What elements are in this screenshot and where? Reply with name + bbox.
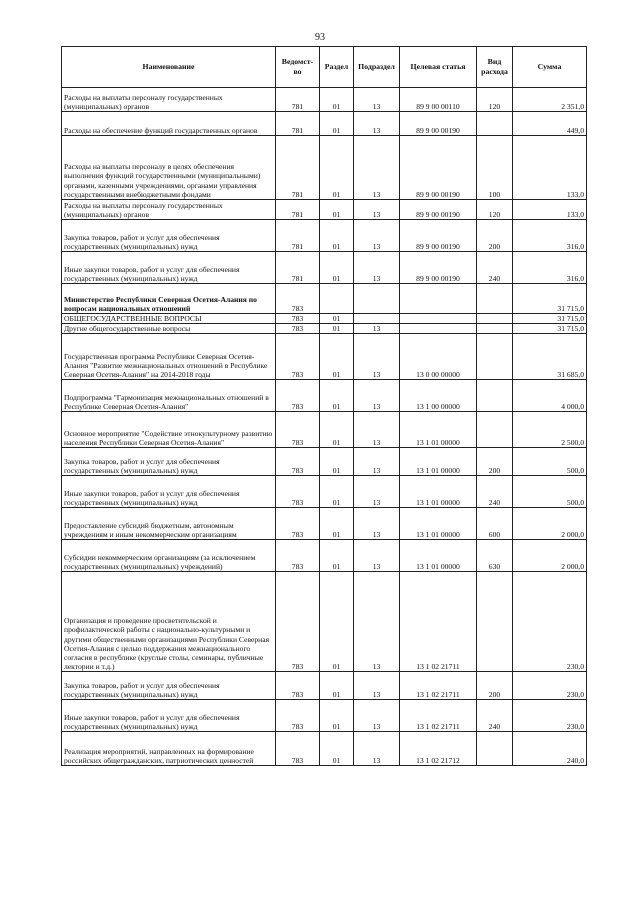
table-cell-vid: 240 xyxy=(477,476,513,508)
table-cell-sum: 316,0 xyxy=(513,252,587,284)
table-cell-vid: 630 xyxy=(477,540,513,572)
table-cell-vid: 100 xyxy=(477,136,513,200)
table-cell-podrazdel: 13 xyxy=(354,508,400,540)
table-cell-vedomstvo: 783 xyxy=(276,476,320,508)
table-cell-vedomstvo: 783 xyxy=(276,314,320,324)
table-cell-vid: 200 xyxy=(477,672,513,700)
table-cell-vid xyxy=(477,284,513,314)
table-cell-vedomstvo: 781 xyxy=(276,220,320,252)
table-cell-vedomstvo: 781 xyxy=(276,200,320,220)
table-cell-razdel: 01 xyxy=(320,112,354,136)
table-cell-vedomstvo: 781 xyxy=(276,252,320,284)
table-cell-name: Министерство Республики Северная Осетия-Алания по вопросам национальных отношений xyxy=(62,284,276,314)
table-cell-vid xyxy=(477,112,513,136)
table-cell-vedomstvo: 781 xyxy=(276,88,320,112)
table-cell-razdel: 01 xyxy=(320,508,354,540)
table-cell-name: Субсидии некоммерческим организациям (за исключением государственных (муниципальных) учреждений) xyxy=(62,540,276,572)
table-cell-podrazdel: 13 xyxy=(354,220,400,252)
table-row xyxy=(62,252,587,284)
table-cell-name: ОБЩЕГОСУДАРСТВЕННЫЕ ВОПРОСЫ xyxy=(62,314,276,324)
table-cell-razdel: 01 xyxy=(320,200,354,220)
table-cell-target xyxy=(400,324,477,334)
table-cell-sum: 230,0 xyxy=(513,700,587,732)
table-row xyxy=(62,448,587,476)
table-cell-vedomstvo: 783 xyxy=(276,324,320,334)
table-cell-sum: 31 715,0 xyxy=(513,324,587,334)
table-cell-target: 89 9 00 00190 xyxy=(400,220,477,252)
table-cell-sum: 2 000,0 xyxy=(513,540,587,572)
table-row xyxy=(62,572,587,672)
table-cell-vedomstvo: 783 xyxy=(276,540,320,572)
table-cell-vid: 240 xyxy=(477,700,513,732)
table-cell-name: Организация и проведение просветительской и профилактической работы с национально-культурными и другими общественными организациями Республики Северная Осетия-Алания с целью поддержания межнационального согласия в республике (круглые столы, семинары, публичные лектории и т.д.) xyxy=(62,572,276,672)
table-cell-razdel: 01 xyxy=(320,324,354,334)
table-cell-sum: 4 000,0 xyxy=(513,380,587,412)
table-cell-vedomstvo: 783 xyxy=(276,508,320,540)
table-cell-sum: 230,0 xyxy=(513,672,587,700)
table-cell-podrazdel: 13 xyxy=(354,252,400,284)
table-cell-razdel: 01 xyxy=(320,334,354,380)
table-cell-target: 13 1 01 00000 xyxy=(400,412,477,448)
table-cell-target: 89 9 00 00190 xyxy=(400,136,477,200)
table-cell-vedomstvo: 783 xyxy=(276,334,320,380)
table-cell-name: Иные закупки товаров, работ и услуг для обеспечения государственных (муниципальных) нужд xyxy=(62,476,276,508)
table-cell-target: 13 1 01 00000 xyxy=(400,476,477,508)
table-row xyxy=(62,200,587,220)
table-cell-podrazdel: 13 xyxy=(354,112,400,136)
table-cell-name: Закупка товаров, работ и услуг для обеспечения государственных (муниципальных) нужд xyxy=(62,672,276,700)
table-cell-razdel: 01 xyxy=(320,476,354,508)
table-cell-sum: 31 685,0 xyxy=(513,334,587,380)
table-cell-sum: 133,0 xyxy=(513,136,587,200)
table-cell-vedomstvo: 781 xyxy=(276,136,320,200)
table-cell-podrazdel: 13 xyxy=(354,380,400,412)
table-cell-podrazdel xyxy=(354,284,400,314)
table-cell-podrazdel: 13 xyxy=(354,412,400,448)
table-cell-podrazdel: 13 xyxy=(354,136,400,200)
table-cell-podrazdel: 13 xyxy=(354,324,400,334)
table-cell-target: 89 9 00 00190 xyxy=(400,252,477,284)
table-cell-target xyxy=(400,314,477,324)
table-cell-vedomstvo: 783 xyxy=(276,572,320,672)
col-header-razdel: Раздел xyxy=(320,47,354,88)
table-cell-target: 13 1 02 21711 xyxy=(400,672,477,700)
table-cell-vedomstvo: 783 xyxy=(276,412,320,448)
table-cell-vedomstvo: 781 xyxy=(276,112,320,136)
table-cell-name: Расходы на обеспечение функций государственных органов xyxy=(62,112,276,136)
table-cell-name: Основное мероприятие "Содействие этнокультурному развитию населения Республики Северная Осетия-Алания" xyxy=(62,412,276,448)
table-cell-razdel: 01 xyxy=(320,252,354,284)
table-cell-razdel: 01 xyxy=(320,88,354,112)
table-cell-podrazdel: 13 xyxy=(354,448,400,476)
table-cell-target: 13 1 01 00000 xyxy=(400,540,477,572)
col-header-name: Наименование xyxy=(62,47,276,88)
table-body xyxy=(62,88,587,766)
table-cell-vid: 200 xyxy=(477,448,513,476)
table-cell-sum: 31 715,0 xyxy=(513,284,587,314)
table-cell-name: Другие общегосударственные вопросы xyxy=(62,324,276,334)
table-cell-vid: 200 xyxy=(477,220,513,252)
table-cell-podrazdel: 13 xyxy=(354,476,400,508)
table-cell-sum: 2 351,0 xyxy=(513,88,587,112)
table-cell-target: 89 9 00 00110 xyxy=(400,88,477,112)
table-cell-vid: 240 xyxy=(477,252,513,284)
table-cell-razdel: 01 xyxy=(320,412,354,448)
table-cell-name: Предоставление субсидий бюджетным, автономным учреждениям и иным некоммерческим организациям xyxy=(62,508,276,540)
table-cell-name: Закупка товаров, работ и услуг для обеспечения государственных (муниципальных) нужд xyxy=(62,448,276,476)
table-row xyxy=(62,88,587,112)
table-cell-sum: 31 715,0 xyxy=(513,314,587,324)
table-cell-razdel xyxy=(320,284,354,314)
table-cell-vedomstvo: 783 xyxy=(276,732,320,766)
table-cell-name: Иные закупки товаров, работ и услуг для обеспечения государственных (муниципальных) нужд xyxy=(62,252,276,284)
table-cell-sum: 2 000,0 xyxy=(513,508,587,540)
table-cell-sum: 500,0 xyxy=(513,476,587,508)
table-cell-sum: 449,0 xyxy=(513,112,587,136)
table-cell-name: Реализация мероприятий, направленных на формирование российских общегражданских, патриотических ценностей xyxy=(62,732,276,766)
table-cell-target: 13 1 01 00000 xyxy=(400,448,477,476)
table-row xyxy=(62,112,587,136)
table-row xyxy=(62,136,587,200)
col-header-podrazdel: Подраздел xyxy=(354,47,400,88)
table-cell-podrazdel: 13 xyxy=(354,88,400,112)
table-cell-vid xyxy=(477,334,513,380)
budget-table xyxy=(61,46,587,766)
table-cell-podrazdel: 13 xyxy=(354,540,400,572)
table-cell-razdel: 01 xyxy=(320,672,354,700)
table-cell-target xyxy=(400,284,477,314)
table-cell-target: 13 0 00 00000 xyxy=(400,334,477,380)
table-cell-razdel: 01 xyxy=(320,220,354,252)
table-row xyxy=(62,700,587,732)
table-row xyxy=(62,334,587,380)
table-cell-name: Подпрограмма "Гармонизация межнациональных отношений в Республике Северная Осетия-Алания" xyxy=(62,380,276,412)
table-cell-target: 13 1 00 00000 xyxy=(400,380,477,412)
table-cell-razdel: 01 xyxy=(320,540,354,572)
table-cell-podrazdel: 13 xyxy=(354,732,400,766)
table-cell-name: Иные закупки товаров, работ и услуг для обеспечения государственных (муниципальных) нужд xyxy=(62,700,276,732)
table-row xyxy=(62,284,587,314)
table-cell-razdel: 01 xyxy=(320,572,354,672)
table-cell-vid xyxy=(477,380,513,412)
table-cell-podrazdel: 13 xyxy=(354,672,400,700)
table-cell-razdel: 01 xyxy=(320,448,354,476)
table-row xyxy=(62,314,587,324)
table-cell-vedomstvo: 783 xyxy=(276,672,320,700)
table-cell-razdel: 01 xyxy=(320,732,354,766)
table-cell-name: Расходы на выплаты персоналу в целях обеспечения выполнения функций государственными (муниципальными) органами, казенными учреждениями, органами управления государственными внебюджетными фондами xyxy=(62,136,276,200)
table-cell-name: Государственная программа Республики Северная Осетия-Алания "Развитие межнациональных отношений в Республике Северная Осетия-Алания" на 2014-2018 годы xyxy=(62,334,276,380)
table-cell-vedomstvo: 783 xyxy=(276,700,320,732)
table-header-row xyxy=(62,47,587,88)
table-cell-podrazdel: 13 xyxy=(354,200,400,220)
table-cell-vid: 120 xyxy=(477,200,513,220)
table-cell-target: 13 1 01 00000 xyxy=(400,508,477,540)
table-row xyxy=(62,476,587,508)
table-cell-vedomstvo: 783 xyxy=(276,380,320,412)
table-cell-podrazdel xyxy=(354,314,400,324)
col-header-vedomstvo: Ведомст-во xyxy=(276,47,320,88)
table-cell-name: Расходы на выплаты персоналу государственных (муниципальных) органов xyxy=(62,200,276,220)
table-cell-vid: 120 xyxy=(477,88,513,112)
table-cell-vedomstvo: 783 xyxy=(276,284,320,314)
table-row xyxy=(62,220,587,252)
table-row xyxy=(62,540,587,572)
table-cell-vid xyxy=(477,572,513,672)
table-cell-sum: 240,0 xyxy=(513,732,587,766)
table-row xyxy=(62,380,587,412)
table-cell-name: Расходы на выплаты персоналу государственных (муниципальных) органов xyxy=(62,88,276,112)
table-cell-razdel: 01 xyxy=(320,380,354,412)
table-cell-target: 13 1 02 21712 xyxy=(400,732,477,766)
table-cell-vid: 600 xyxy=(477,508,513,540)
table-cell-vid xyxy=(477,412,513,448)
table-cell-sum: 2 500,0 xyxy=(513,412,587,448)
table-row xyxy=(62,412,587,448)
table-cell-target: 13 1 02 21711 xyxy=(400,700,477,732)
table-cell-podrazdel: 13 xyxy=(354,572,400,672)
table-cell-razdel: 01 xyxy=(320,136,354,200)
table-cell-sum: 133,0 xyxy=(513,200,587,220)
col-header-target: Целевая статья xyxy=(400,47,477,88)
table-cell-razdel: 01 xyxy=(320,700,354,732)
table-cell-vid xyxy=(477,732,513,766)
table-cell-vid xyxy=(477,324,513,334)
table-cell-podrazdel: 13 xyxy=(354,700,400,732)
table-cell-sum: 500,0 xyxy=(513,448,587,476)
col-header-vid: Вид расхода xyxy=(477,47,513,88)
page-number: 93 xyxy=(315,32,325,43)
table-cell-target: 89 9 00 00190 xyxy=(400,200,477,220)
table-row xyxy=(62,732,587,766)
table-cell-podrazdel: 13 xyxy=(354,334,400,380)
table-cell-sum: 230,0 xyxy=(513,572,587,672)
table-row xyxy=(62,324,587,334)
table-cell-target: 89 9 00 00190 xyxy=(400,112,477,136)
table-row xyxy=(62,508,587,540)
table-cell-target: 13 1 02 21711 xyxy=(400,572,477,672)
table-cell-sum: 316,0 xyxy=(513,220,587,252)
col-header-sum: Сумма xyxy=(513,47,587,88)
table-cell-name: Закупка товаров, работ и услуг для обеспечения государственных (муниципальных) нужд xyxy=(62,220,276,252)
table-cell-razdel: 01 xyxy=(320,314,354,324)
table-cell-vedomstvo: 783 xyxy=(276,448,320,476)
table-row xyxy=(62,672,587,700)
table-cell-vid xyxy=(477,314,513,324)
